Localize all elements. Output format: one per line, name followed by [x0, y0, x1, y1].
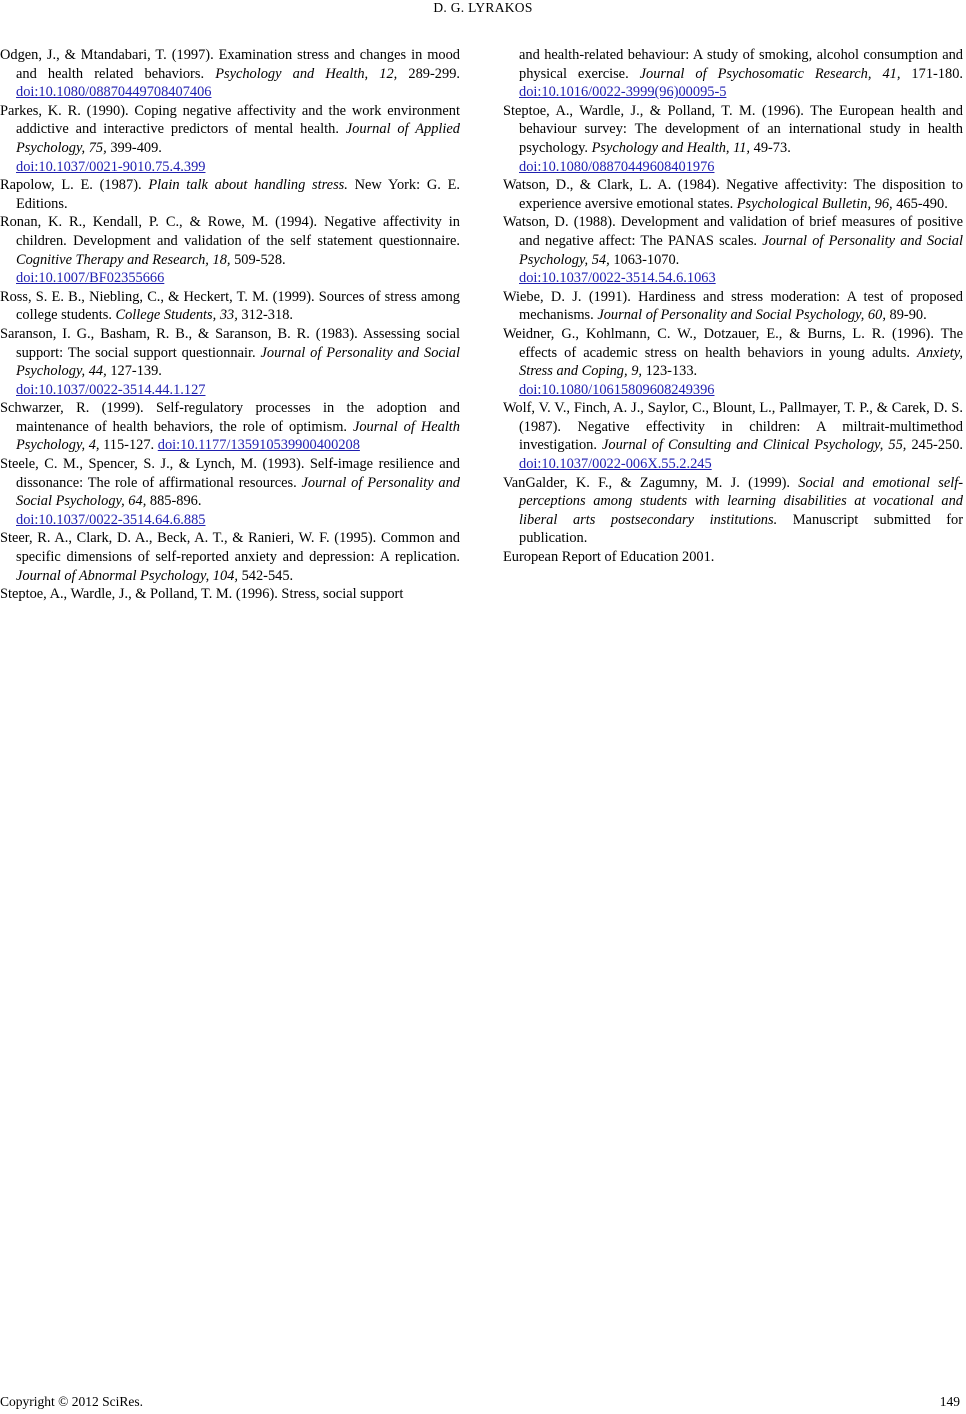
reference-pages: 245-250.	[906, 437, 964, 454]
reference-entry	[0, 455, 460, 529]
reference-pages: 399-409.	[106, 139, 162, 156]
reference-pages: 542-545.	[237, 567, 294, 584]
doi-link[interactable]: doi:10.1016/0022-3999(96)00095-5	[519, 84, 727, 101]
reference-journal: Journal of Personality and Social Psychology, 54,	[519, 232, 963, 268]
reference-text: Wiebe, D. J. (1991). Hardiness and stress moderation: A test of proposed mechanisms.	[503, 288, 963, 324]
reference-text: Wolf, V. V., Finch, A. J., Saylor, C., Blount, L., Pallmayer, T. P., & Carek, D. S. (1987). Negative effectivity in children: A miltrait-multimethod investigation.	[503, 400, 963, 454]
reference-pages: 312-318.	[237, 307, 293, 324]
reference-journal: Cognitive Therapy and Research, 18,	[16, 251, 231, 268]
reference-pages: 289-299.	[397, 65, 460, 82]
reference-entry	[0, 325, 460, 399]
reference-text: Ross, S. E. B., Niebling, C., & Heckert, T. M. (1999). Sources of stress among college students.	[0, 288, 460, 324]
reference-text: Watson, D. (1988). Development and validation of brief measures of positive and negative affect: The PANAS scales.	[503, 214, 963, 249]
reference-text: Rapolow, L. E. (1987).	[0, 177, 149, 194]
reference-entry	[503, 548, 963, 567]
page-number: 149	[939, 1394, 960, 1409]
reference-journal: Journal of Abnormal Psychology, 104,	[16, 567, 238, 584]
reference-entry	[0, 46, 460, 102]
reference-text: and health-related behaviour: A study of smoking, alcohol consumption and physical exercise.	[519, 47, 963, 82]
reference-entry	[0, 288, 460, 325]
doi-line	[519, 381, 963, 400]
doi-link[interactable]: doi:10.1037/0022-3514.64.6.885	[16, 511, 206, 528]
reference-pages: 123-133.	[642, 363, 698, 380]
doi-link[interactable]: doi:10.1177/135910539900400208	[157, 437, 360, 454]
reference-entry	[0, 176, 460, 213]
reference-entry	[503, 46, 963, 102]
doi-link[interactable]: doi:10.1080/08870449608401976	[519, 158, 715, 175]
reference-pages: 49-73.	[750, 139, 791, 156]
reference-text: Schwarzer, R. (1999). Self-regulatory processes in the adoption and maintenance of health behaviors, the role of optimism.	[0, 400, 460, 435]
reference-pages: 885-896.	[146, 493, 202, 510]
reference-entry	[503, 102, 963, 176]
reference-text: Steele, C. M., Spencer, S. J., & Lynch, M. (1993). Self-image resilience and dissonance: The role of affirmational resources.	[0, 456, 460, 491]
reference-text: Steptoe, A., Wardle, J., & Polland, T. M. (1996). The European health and behaviour survey: The development of an international study in health psychology.	[503, 102, 963, 156]
reference-text: Parkes, K. R. (1990). Coping negative affectivity and the work environment addictive and interactive predictors of mental health.	[0, 102, 460, 138]
reference-pages: 115-127.	[99, 437, 158, 454]
reference-text: Steer, R. A., Clark, D. A., Beck, A. T., & Ranieri, W. F. (1995). Common and specific dimensions of self-reported anxiety and depression: A replication.	[0, 530, 460, 566]
reference-journal: Psychology and Health, 11,	[591, 139, 751, 156]
doi-line	[16, 381, 460, 400]
doi-link[interactable]: doi:10.1080/10615809608249396	[519, 381, 715, 398]
doi-line	[16, 158, 460, 177]
reference-entry	[503, 399, 963, 473]
reference-entry	[503, 213, 963, 287]
reference-pages: 127-139.	[106, 363, 162, 380]
doi-link[interactable]: doi:10.1037/0022-3514.54.6.1063	[519, 270, 716, 287]
reference-pages: 1063-1070.	[609, 251, 680, 268]
doi-line	[519, 269, 963, 288]
reference-journal: Journal of Personality and Social Psychology, 60,	[597, 307, 886, 324]
reference-journal: Psychological Bulletin, 96,	[736, 195, 893, 212]
doi-link[interactable]: doi:10.1037/0022-006X.55.2.245	[519, 456, 712, 473]
reference-pages: New York: G. E. Editions.	[16, 177, 460, 212]
doi-line	[16, 511, 460, 530]
reference-pages: 89-90.	[885, 307, 927, 324]
reference-entry	[503, 288, 963, 325]
reference-journal: Social and emotional self-perceptions among students with learning disabilities at vocational and liberal arts postsecondary institutions.	[519, 474, 963, 528]
reference-entry	[0, 529, 460, 585]
reference-entry	[503, 474, 963, 548]
reference-entry	[0, 399, 460, 455]
reference-journal: Journal of Psychosomatic Research, 41,	[639, 65, 901, 82]
reference-text: Ronan, K. R., Kendall, P. C., & Rowe, M. (1994). Negative affectivity in children. Development and validation of the self statement questionnaire.	[0, 214, 460, 249]
doi-line	[519, 158, 963, 177]
reference-journal: Plain talk about handling stress.	[148, 177, 348, 194]
reference-journal: Journal of Personality and Social Psychology, 44,	[16, 344, 460, 380]
reference-entry	[503, 176, 963, 213]
reference-journal: Journal of Applied Psychology, 75,	[16, 121, 460, 156]
reference-text: VanGalder, K. F., & Zagumny, M. J. (1999).	[503, 474, 799, 491]
reference-entry	[0, 585, 460, 604]
reference-text: Steptoe, A., Wardle, J., & Polland, T. M. (1996). Stress, social support	[0, 586, 404, 603]
reference-journal: College Students, 33,	[115, 307, 238, 324]
copyright-notice: Copyright © 2012 SciRes.	[0, 1394, 144, 1409]
reference-text: Saranson, I. G., Basham, R. B., & Saranson, B. R. (1983). Assessing social support: The social support questionnair.	[0, 325, 460, 361]
reference-journal: Anxiety, Stress and Coping, 9,	[519, 344, 963, 380]
doi-link[interactable]: doi:10.1080/08870449708407406	[16, 84, 212, 101]
reference-entry	[0, 213, 460, 287]
reference-text: Odgen, J., & Mtandabari, T. (1997). Examination stress and changes in mood and health related behaviors.	[0, 47, 460, 82]
doi-link[interactable]: doi:10.1037/0022-3514.44.1.127	[16, 381, 206, 398]
reference-journal: Journal of Consulting and Clinical Psychology, 55,	[601, 437, 907, 454]
references-right-column	[503, 46, 963, 567]
reference-text: Weidner, G., Kohlmann, C. W., Dotzauer, E., & Burns, L. R. (1996). The effects of academic stress on health behaviors in young adults.	[503, 325, 963, 361]
reference-entry	[0, 102, 460, 176]
doi-link[interactable]: doi:10.1007/BF02355666	[16, 270, 165, 287]
reference-journal: Psychology and Health, 12,	[215, 65, 398, 82]
reference-journal: Journal of Health Psychology, 4,	[16, 418, 460, 454]
reference-pages: 171-180.	[900, 65, 963, 82]
doi-link[interactable]: doi:10.1037/0021-9010.75.4.399	[16, 158, 206, 175]
reference-entry	[503, 325, 963, 399]
reference-journal: Journal of Personality and Social Psychology, 64,	[16, 474, 460, 510]
references-left-column	[0, 46, 460, 604]
reference-text: European Report of Education 2001.	[503, 549, 715, 566]
reference-text: Watson, D., & Clark, L. A. (1984). Negative affectivity: The disposition to experience aversive emotional states.	[503, 177, 963, 212]
reference-pages: 509-528.	[230, 251, 286, 268]
reference-pages: 465-490.	[892, 195, 948, 212]
doi-line	[16, 269, 460, 288]
running-head: D. G. LYRAKOS	[433, 0, 533, 15]
reference-pages: Manuscript submitted for publication.	[519, 511, 963, 547]
